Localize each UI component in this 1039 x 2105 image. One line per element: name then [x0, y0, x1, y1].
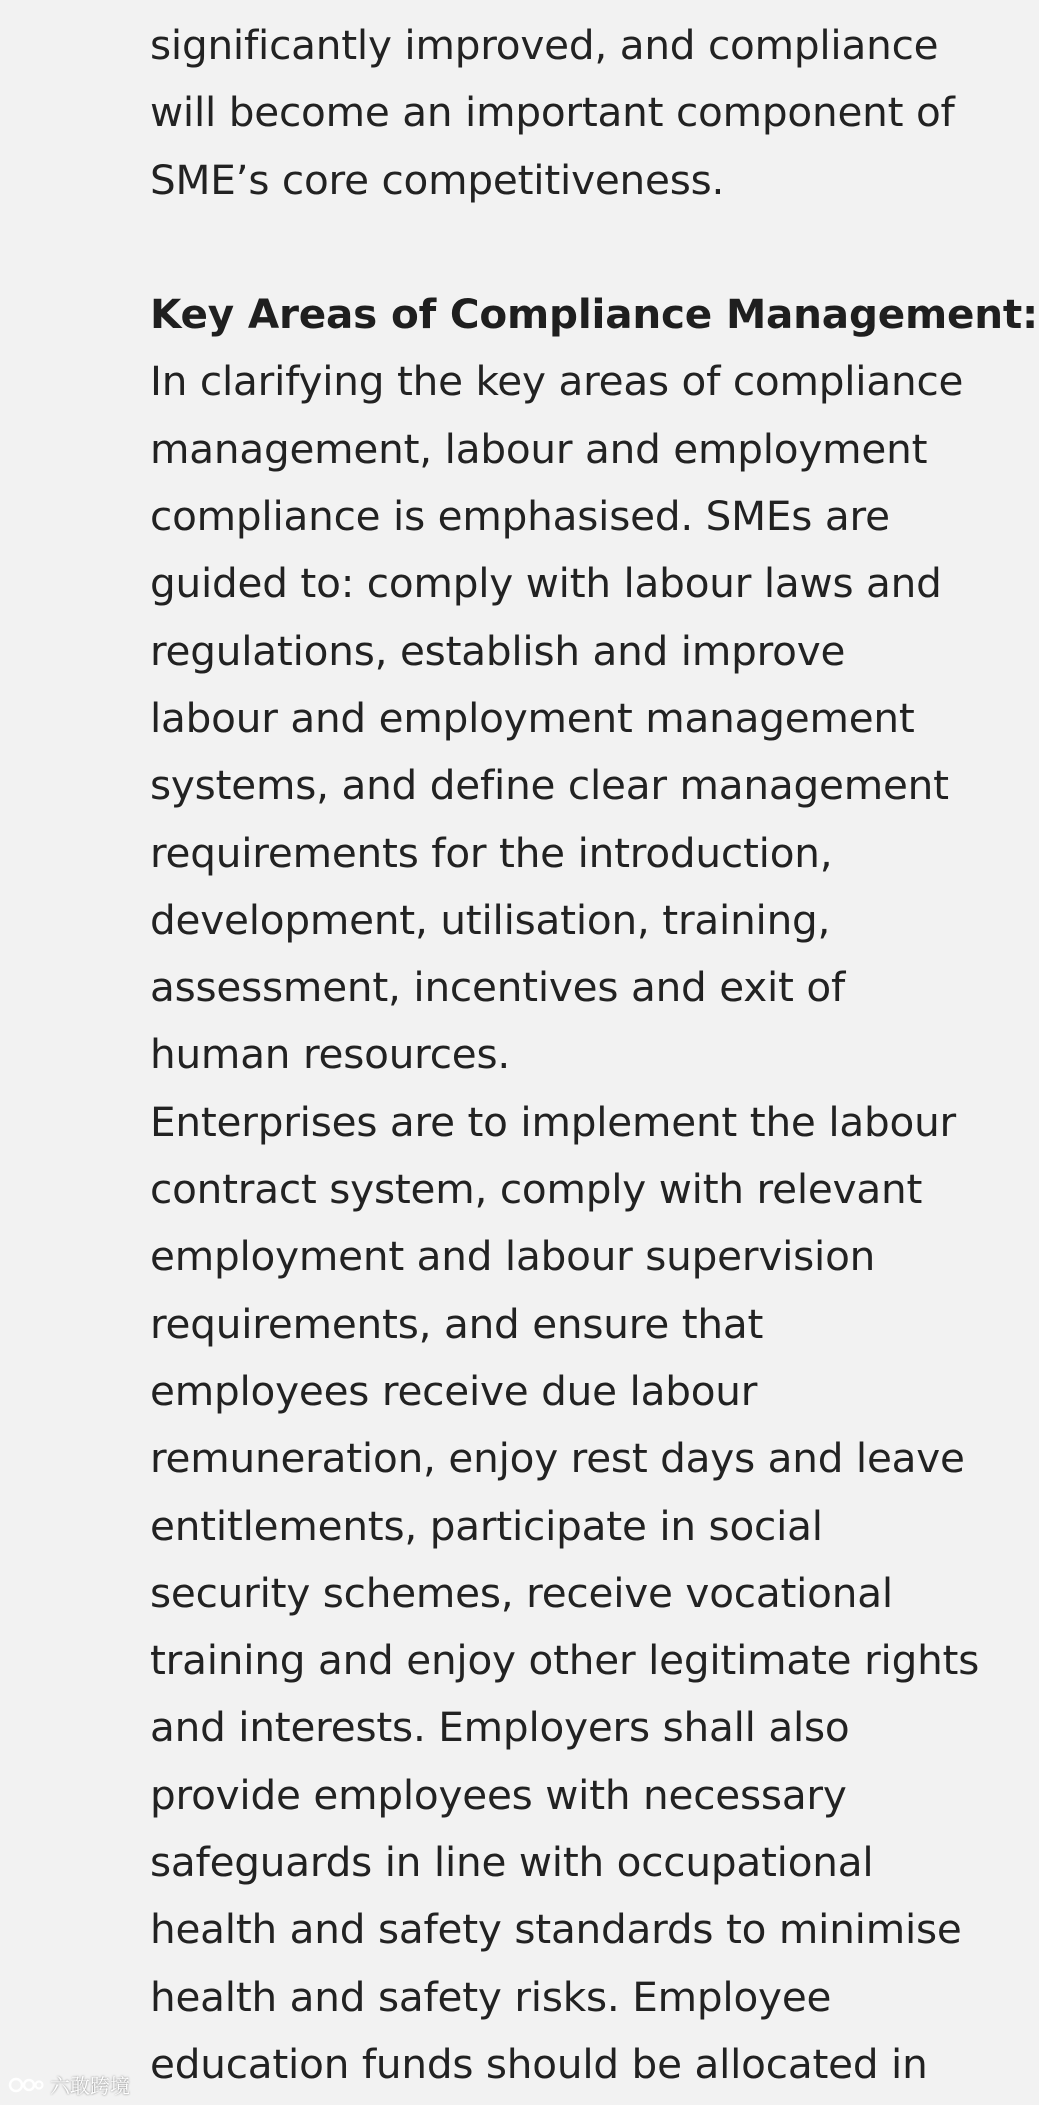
text-line: guided to: comply with labour laws and — [150, 559, 942, 608]
paragraph-spacer — [150, 214, 1030, 281]
text-line: safeguards in line with occupational — [150, 1838, 874, 1887]
text-line: and interests. Employers shall also — [150, 1703, 850, 1752]
watermark — [8, 2070, 130, 2099]
text-line: employment and labour supervision — [150, 1232, 876, 1281]
text-line: security schemes, receive vocational — [150, 1568, 893, 1617]
text-line: will become an important component of — [150, 88, 955, 137]
text-line: human resources. — [150, 1030, 511, 1079]
text-line: entitlements, participate in social — [150, 1501, 823, 1550]
text-line: employees receive due labour — [150, 1366, 758, 1415]
text-line: regulations, establish and improve — [150, 626, 846, 675]
watermark-logo-icon — [8, 2073, 44, 2097]
watermark-text: 六敢跨境 — [50, 2074, 130, 2098]
text-line: systems, and define clear management — [150, 761, 949, 810]
text-line: remuneration, enjoy rest days and leave — [150, 1434, 965, 1483]
text-line: significantly improved, and compliance — [150, 21, 939, 69]
intro-paragraph — [150, 12, 1030, 214]
text-line: training and enjoy other legitimate rights — [150, 1636, 980, 1685]
text-line: assessment, incentives and exit of — [150, 963, 846, 1012]
text-line: health and safety standards to minimise — [150, 1905, 962, 1954]
text-line: health and safety risks. Employee — [150, 1972, 832, 2021]
text-line: compliance is emphasised. SMEs are — [150, 492, 890, 541]
text-line: provide employees with necessary — [150, 1770, 847, 1819]
paragraph-2 — [150, 1089, 1030, 2098]
paragraph-1 — [150, 348, 1030, 1088]
text-line: management, labour and employment — [150, 424, 928, 473]
section-heading: Key Areas of Compliance Management: — [150, 290, 1039, 339]
text-line: contract system, comply with relevant — [150, 1165, 923, 1214]
article-body — [150, 12, 1039, 2098]
text-line: education funds should be allocated in — [150, 2039, 928, 2088]
text-line: requirements for the introduction, — [150, 828, 833, 877]
text-line: labour and employment management — [150, 693, 915, 742]
text-line: development, utilisation, training, — [150, 895, 831, 944]
text-line: In clarifying the key areas of compliance — [150, 357, 964, 406]
text-line: SME’s core competitiveness. — [150, 155, 725, 204]
text-line: Enterprises are to implement the labour — [150, 1097, 956, 1146]
text-line: requirements, and ensure that — [150, 1299, 764, 1348]
